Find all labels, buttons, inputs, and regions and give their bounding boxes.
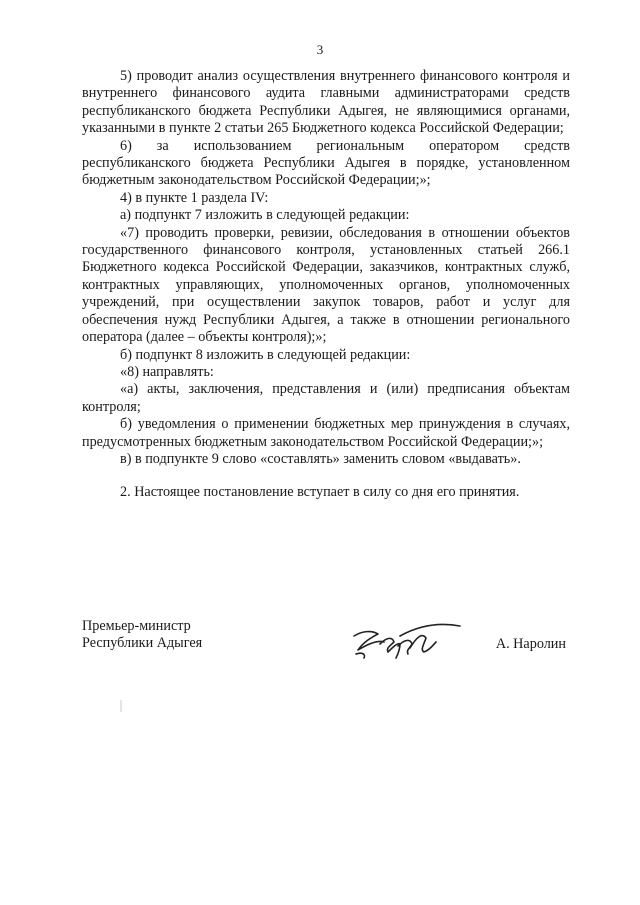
paragraph-quote-8: «8) направлять: [120, 363, 214, 380]
signature-block [82, 618, 570, 678]
signatory-name: А. Наролин [495, 636, 566, 652]
margin-mark [120, 700, 122, 712]
paragraph-subitem-v: в) в подпункте 9 слово «составлять» заменить словом «выдавать». [120, 450, 521, 467]
document-body [82, 68, 570, 502]
signatory-title-line2: Республики Адыгея [82, 635, 203, 652]
paragraph-5: 5) проводит анализ осуществления внутреннего финансового контроля и внутреннего финансового аудита главными администраторами средств республиканского бюджета Республики Адыгея, не являющимися органами, указанными в пункте 2 статьи 265 Бюджетного кодекса Российской Федерации; [82, 68, 570, 137]
paragraph-effective-date: 2. Настоящее постановление вступает в силу со дня его принятия. [120, 484, 520, 501]
paragraph-subitem-a: а) подпункт 7 изложить в следующей редакции: [120, 207, 410, 224]
handwritten-signature [340, 614, 464, 674]
paragraph-quote-8a: «а) акты, заключения, представления и (или) предписания объектам контроля; [82, 381, 570, 415]
signatory-title [82, 618, 202, 653]
paragraph-quote-8b: б) уведомления о применении бюджетных мер принуждения в случаях, предусмотренных бюджетным законодательством Российской Федерации;»; [82, 416, 570, 450]
paragraph-6: 6) за использованием региональным оператором средств республиканского бюджета Республики Адыгея в порядке, установленном бюджетным законодательством Российской Федерации;»; [82, 137, 570, 189]
paragraph-subitem-b: б) подпункт 8 изложить в следующей редакции: [120, 346, 411, 363]
paragraph-quote-7: «7) проводить проверки, ревизии, обследования в отношении объектов государственного финансового контроля, установленных статьей 266.1 Бюджетного кодекса Российской Федерации, заказчиков, контрактных служб, контрактных управляющих, уполномоченных органов, уполномоченных учреждений, при осуществлении закупок товаров, работ и услуг для обеспечения нужд Республики Адыгея, а также в отношении регионального оператора (далее – объекты контроля);»; [82, 224, 570, 346]
signatory-title-line1: Премьер-министр [82, 618, 191, 634]
page-number: 3 [316, 42, 324, 57]
paragraph-item-4: 4) в пункте 1 раздела IV: [120, 189, 269, 206]
